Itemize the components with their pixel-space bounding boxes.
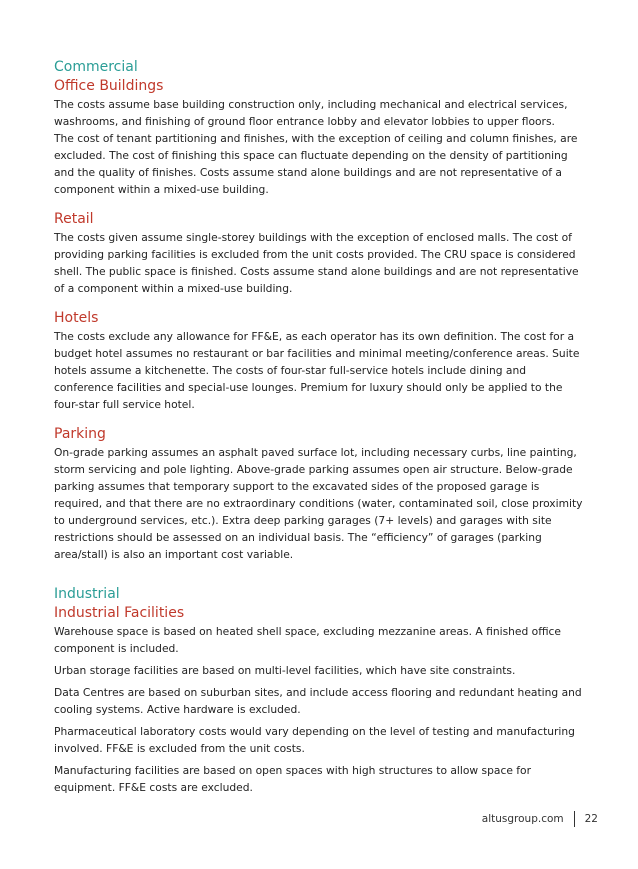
parking-paragraph: On-grade parking assumes an asphalt paved surface lot, including necessary curbs, line painting, storm servicing and pole lighting. Above-grade parking assumes open air structure. Below-grade parking assumes that temporary support to the excavated sides of the proposed garage is required, and that there are no extraordinary conditions (water, contaminated soil, close proximity to underground services, etc.). Extra deep parking garages (7+ levels) and garages with site restrictions should be assessed on an individual basis. The “efficiency” of garages (parking area/stall) is also an important cost variable. [54,446,583,561]
office-paragraph-1: The costs assume base building construction only, including mechanical and electrical services, washrooms, and finishing of ground floor entrance lobby and elevator lobbies to upper floors. [54,98,568,128]
subheading-retail: Retail [54,211,94,227]
subheading-office-buildings: Office Buildings [54,78,164,94]
subheading-industrial-facilities: Industrial Facilities [54,605,185,621]
office-paragraph-2: The cost of tenant partitioning and finishes, with the exception of ceiling and column finishes, are excluded. The cost of finishing this space can fluctuate depending on the density of partitioning and the quality of finishes. Costs assume stand alone buildings and are not representative of a component within a mixed-use building. [54,132,578,196]
retail-paragraph: The costs given assume single-storey buildings with the exception of enclosed malls. The cost of providing parking facilities is excluded from the unit costs provided. The CRU space is considered shell. The public space is finished. Costs assume stand alone buildings and are not representative of a component within a mixed-use building. [54,231,579,295]
section-heading-industrial: Industrial [54,586,120,602]
subheading-parking: Parking [54,426,106,442]
footer-divider [574,811,575,827]
industrial-paragraph-urban-storage: Urban storage facilities are based on multi-level facilities, which have site constraints. [54,664,516,677]
subheading-hotels: Hotels [54,310,99,326]
industrial-paragraph-data-centres: Data Centres are based on suburban sites, and include access flooring and redundant heating and cooling systems. Active hardware is excluded. [54,686,582,716]
page-content [54,58,588,796]
industrial-paragraph-warehouse: Warehouse space is based on heated shell space, excluding mezzanine areas. A finished office component is included. [54,625,561,655]
footer-website-link[interactable]: altusgroup.com [481,813,564,825]
industrial-paragraph-pharmaceutical: Pharmaceutical laboratory costs would vary depending on the level of testing and manufacturing involved. FF&E is excluded from the unit costs. [54,725,575,755]
page-number: 22 [584,813,598,825]
hotels-paragraph: The costs exclude any allowance for FF&E, as each operator has its own definition. The cost for a budget hotel assumes no restaurant or bar facilities and minimal meeting/conference areas. Suite hotels assume a kitchenette. The costs of four-star full-service hotels include dining and conference facilities and special-use lounges. Premium for luxury should only be applied to the four-star full service hotel. [54,330,580,411]
page-footer [482,811,598,827]
section-heading-commercial: Commercial [54,59,138,75]
industrial-paragraph-manufacturing: Manufacturing facilities are based on open spaces with high structures to allow space for equipment. FF&E costs are excluded. [54,764,531,794]
